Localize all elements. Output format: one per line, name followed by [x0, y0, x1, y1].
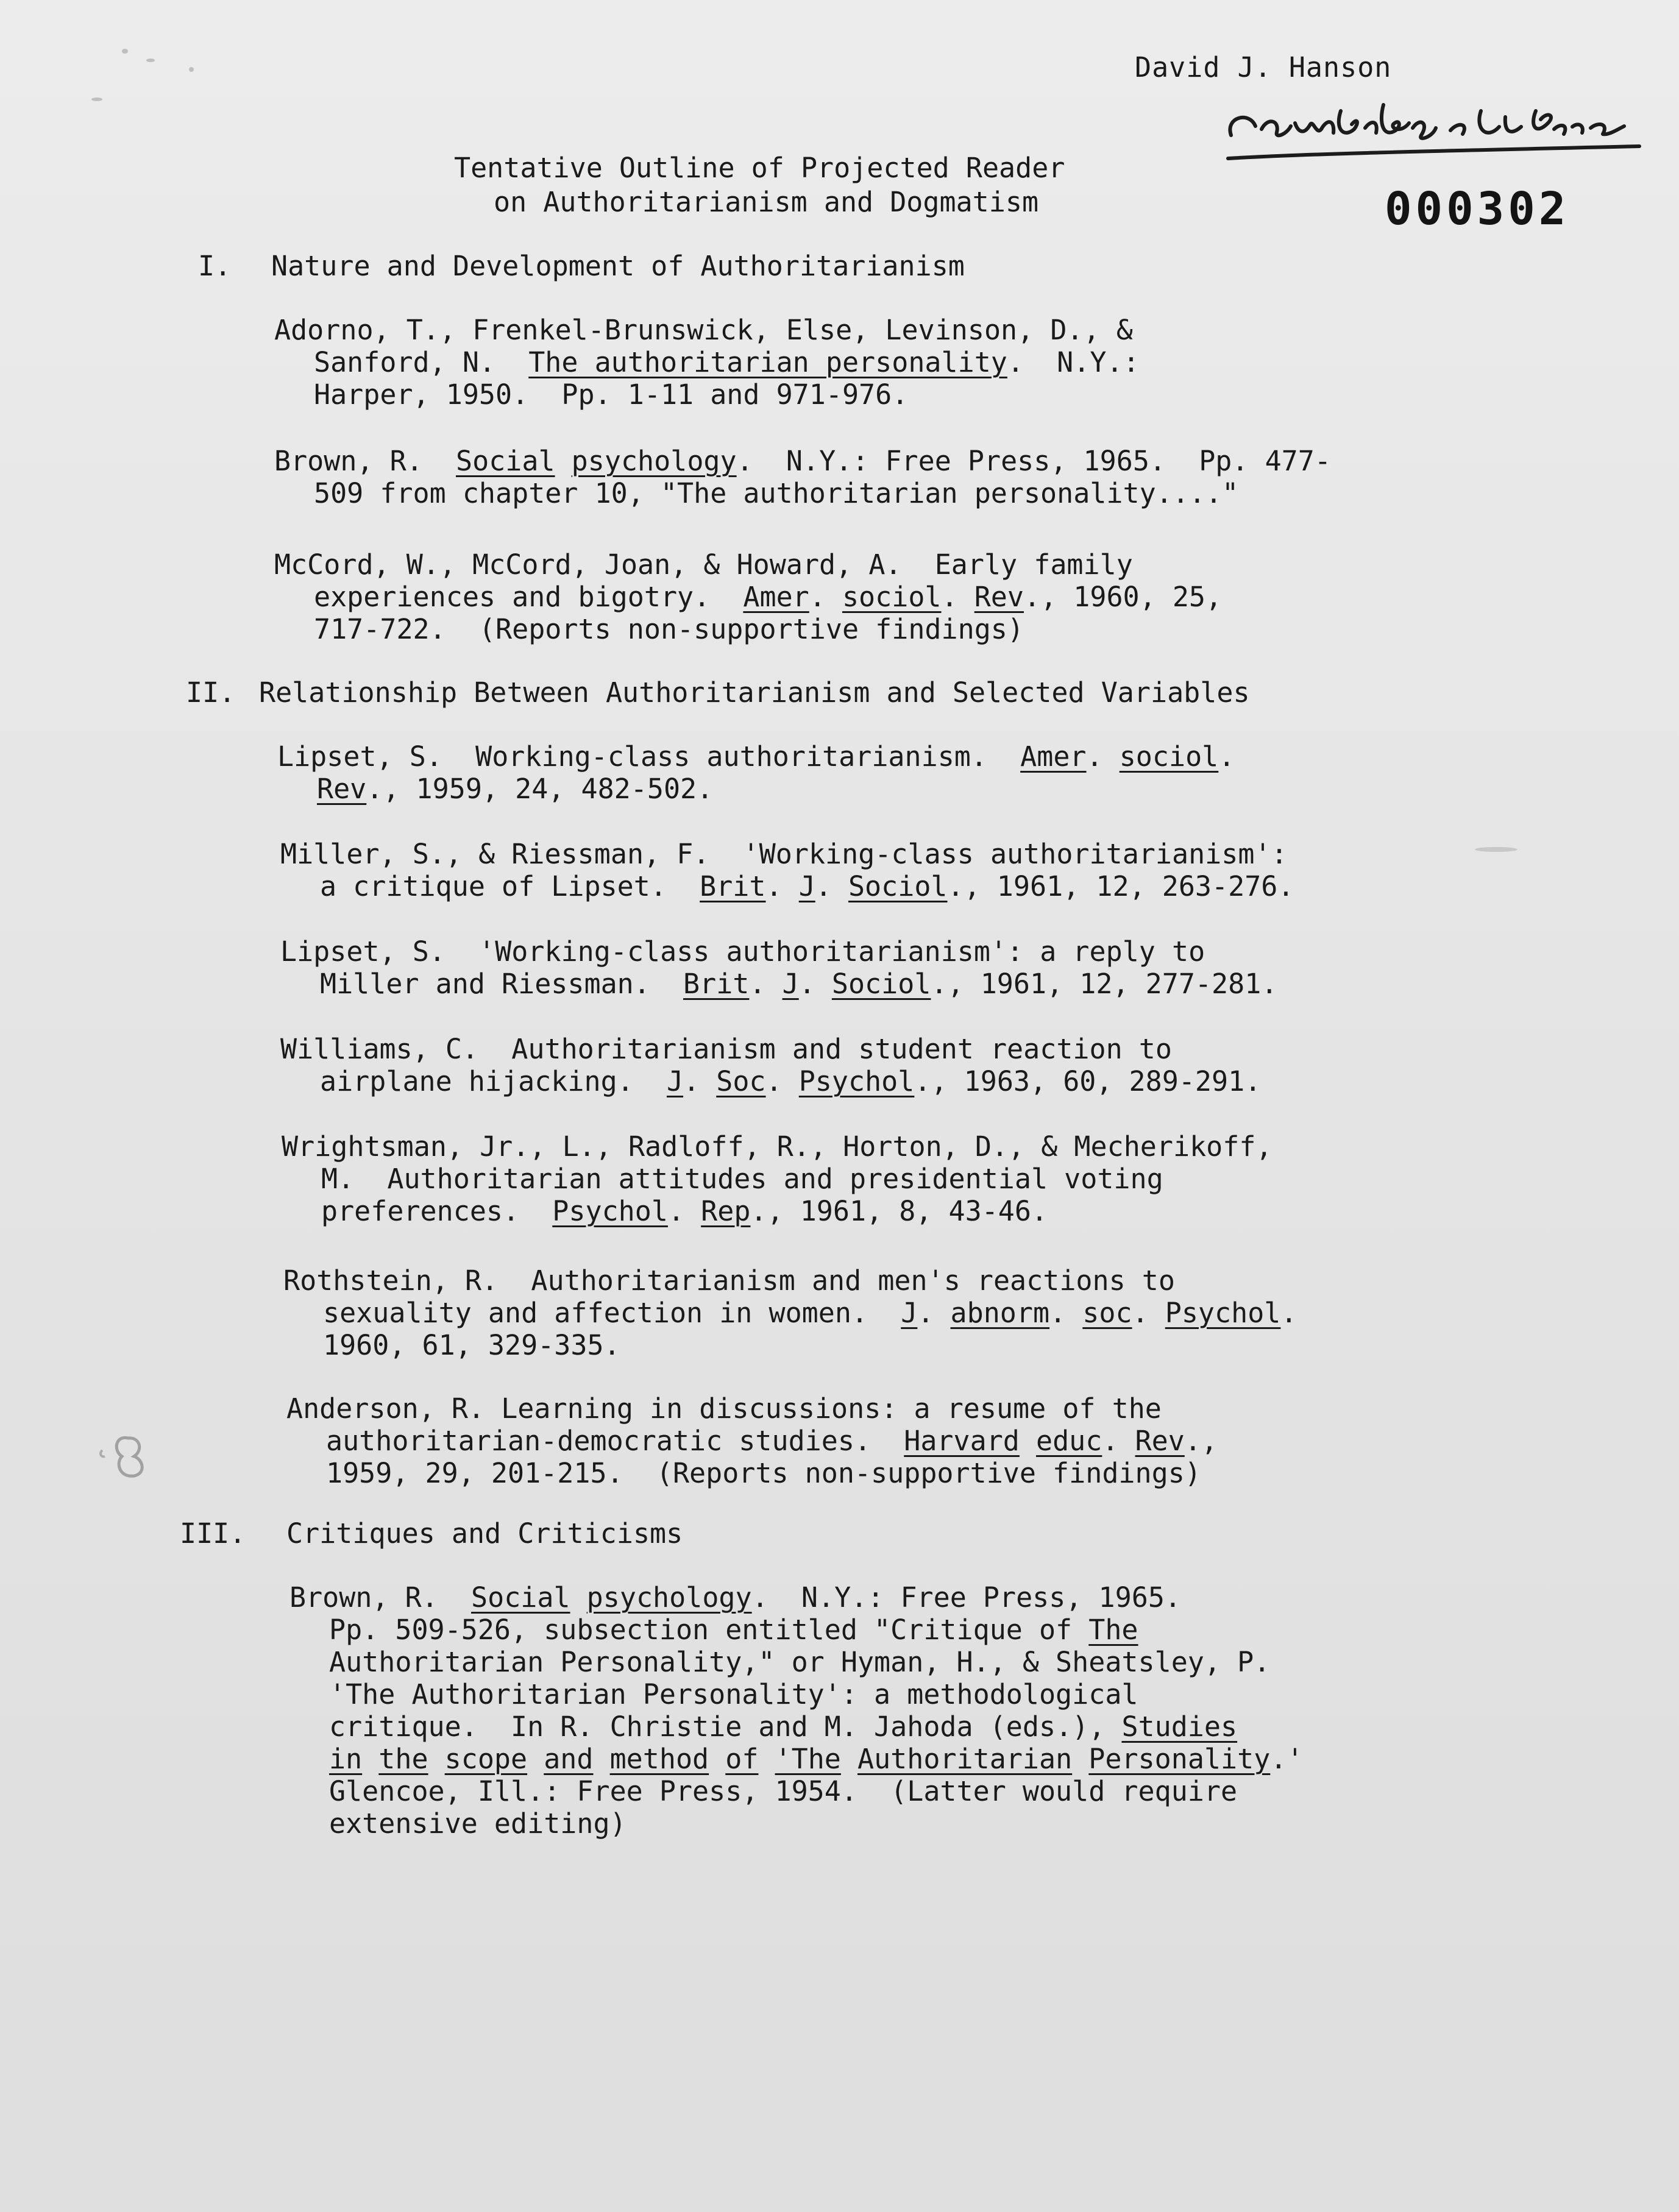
- bibliography-entry: [280, 838, 1294, 902]
- margin-stain: [98, 1426, 165, 1493]
- underlined-title-text: educ: [1035, 1425, 1102, 1457]
- underlined-title-text: psychology: [571, 445, 737, 477]
- underlined-title-text: soc: [1082, 1297, 1132, 1329]
- citation-text: critique. In R. Christie and M. Jahoda (eds.),: [329, 1710, 1122, 1743]
- citation-text: [570, 1581, 587, 1614]
- citation-text: [1072, 1743, 1088, 1775]
- underlined-title-text: Sociol: [848, 870, 948, 902]
- citation-text: 717-722. (Reports non-supportive findings): [314, 613, 1024, 645]
- entry-line: [282, 1195, 1273, 1227]
- entry-line: [289, 1646, 1304, 1678]
- underlined-title-text: Authoritarian: [857, 1743, 1073, 1775]
- entry-line: [283, 1329, 1297, 1361]
- citation-text: ., 1961, 12, 277-281.: [931, 968, 1278, 1000]
- entry-line: [280, 968, 1277, 1000]
- citation-text: .: [1086, 740, 1120, 773]
- bibliography-entry: [280, 935, 1277, 1000]
- title-line: on Authoritarianism and Dogmatism: [494, 186, 1039, 218]
- underlined-title-text: J: [666, 1065, 684, 1097]
- entry-line: [282, 1163, 1273, 1195]
- citation-text: . N.Y.: Free Press, 1965.: [751, 1581, 1182, 1614]
- citation-text: ., 1961, 8, 43-46.: [750, 1195, 1048, 1227]
- underlined-title-text: J: [901, 1297, 918, 1329]
- underlined-title-text: Harvard: [904, 1425, 1020, 1457]
- citation-text: ., 1961, 12, 263-276.: [947, 870, 1294, 902]
- citation-text: Miller and Riessman.: [320, 968, 684, 1000]
- bibliography-entry: [283, 1264, 1297, 1361]
- entry-line: [274, 581, 1222, 613]
- citation-text: [841, 1743, 857, 1775]
- entry-line: [277, 740, 1235, 773]
- citation-text: [594, 1743, 610, 1775]
- citation-text: a critique of Lipset.: [320, 870, 700, 902]
- citation-text: .: [809, 581, 842, 613]
- citation-text: Harper, 1950. Pp. 1-11 and 971-976.: [314, 378, 909, 411]
- citation-text: Brown, R.: [289, 1581, 472, 1614]
- bibliography-entry: [274, 314, 1140, 411]
- section-number: I.: [198, 250, 232, 282]
- entry-line: [280, 1033, 1261, 1065]
- citation-text: [527, 1743, 544, 1775]
- citation-text: 509 from chapter 10, "The authoritarian personality....": [314, 477, 1239, 509]
- bibliography-entry: [274, 445, 1331, 509]
- citation-text: Brown, R.: [274, 445, 456, 477]
- citation-text: Lipset, S. Working-class authoritarianism.: [277, 740, 1021, 773]
- underlined-title-text: of: [725, 1743, 759, 1775]
- entry-line: [274, 378, 1140, 411]
- citation-text: .: [798, 968, 832, 1000]
- citation-text: ., 1963, 60, 289-291.: [914, 1065, 1262, 1097]
- citation-text: .: [1102, 1425, 1135, 1457]
- scan-speck: [189, 67, 194, 72]
- bibliography-entry: [282, 1130, 1273, 1227]
- citation-text: 'The Authoritarian Personality': a methodological: [329, 1678, 1138, 1710]
- entry-line: [280, 935, 1277, 968]
- entry-line: [289, 1710, 1304, 1743]
- citation-text: preferences.: [321, 1195, 553, 1227]
- citation-text: .: [815, 870, 848, 902]
- entry-line: [289, 1743, 1304, 1775]
- entry-line: [289, 1775, 1304, 1807]
- underlined-title-text: Amer: [1020, 740, 1087, 773]
- citation-text: sexuality and affection in women.: [323, 1297, 901, 1329]
- section-title: Relationship Between Authoritarianism and Selected Variables: [259, 676, 1250, 709]
- underlined-title-text: in: [329, 1743, 363, 1775]
- underlined-title-text: scope: [444, 1743, 528, 1775]
- citation-text: Anderson, R. Learning in discussions: a resume of the: [286, 1392, 1162, 1425]
- citation-text: .': [1270, 1743, 1304, 1775]
- underlined-title-text: Psychol: [798, 1065, 915, 1097]
- citation-text: Glencoe, Ill.: Free Press, 1954. (Latter would require: [329, 1775, 1238, 1807]
- scan-speck: [122, 49, 128, 54]
- entry-line: [286, 1392, 1218, 1425]
- section-title: Nature and Development of Authoritarianism: [271, 250, 965, 282]
- underlined-title-text: and: [544, 1743, 594, 1775]
- underlined-title-text: Rev: [1135, 1425, 1185, 1457]
- underlined-title-text: Amer: [743, 581, 809, 613]
- citation-text: .: [1218, 740, 1235, 773]
- citation-text: [709, 1743, 725, 1775]
- underlined-title-text: the: [378, 1743, 428, 1775]
- bibliography-entry: [280, 1033, 1261, 1097]
- author-name: David J. Hanson: [1135, 51, 1392, 83]
- bibliography-entry: [274, 548, 1222, 645]
- citation-text: .: [941, 581, 974, 613]
- underlined-title-text: method: [609, 1743, 709, 1775]
- underlined-title-text: sociol: [842, 581, 942, 613]
- entry-line: [286, 1425, 1218, 1457]
- citation-text: .: [683, 1065, 717, 1097]
- citation-text: Pp. 509-526, subsection entitled "Critique of: [329, 1614, 1089, 1646]
- underlined-title-text: Rev: [317, 773, 367, 805]
- citation-text: McCord, W., McCord, Joan, & Howard, A. Early family: [274, 548, 1133, 581]
- underlined-title-text: The: [1088, 1614, 1138, 1646]
- entry-line: [274, 314, 1140, 346]
- citation-text: Rothstein, R. Authoritarianism and men's reactions to: [283, 1264, 1175, 1297]
- citation-text: .: [667, 1195, 701, 1227]
- entry-line: [282, 1130, 1273, 1163]
- section-title: Critiques and Criticisms: [286, 1517, 683, 1550]
- entry-line: [280, 1065, 1261, 1097]
- citation-text: .: [917, 1297, 951, 1329]
- citation-text: .: [1280, 1297, 1297, 1329]
- citation-text: ., 1960, 25,: [1024, 581, 1223, 613]
- bibliography-entry: [289, 1581, 1304, 1840]
- underlined-title-text: Psychol: [1165, 1297, 1281, 1329]
- underlined-title-text: Social: [456, 445, 555, 477]
- citation-text: .: [765, 1065, 799, 1097]
- bibliography-entry: [277, 740, 1235, 805]
- section-heading: [186, 676, 1250, 709]
- entry-line: [289, 1807, 1304, 1840]
- citation-text: [362, 1743, 378, 1775]
- citation-text: Wrightsman, Jr., L., Radloff, R., Horton, D., & Mecherikoff,: [282, 1130, 1273, 1163]
- citation-text: 1960, 61, 329-335.: [323, 1329, 620, 1361]
- citation-text: Authoritarian Personality," or Hyman, H., & Sheatsley, P.: [329, 1646, 1271, 1678]
- entry-line: [283, 1297, 1297, 1329]
- entry-line: [274, 346, 1140, 378]
- citation-text: Lipset, S. 'Working-class authoritarianism': a reply to: [280, 935, 1205, 968]
- underlined-title-text: Brit: [700, 870, 766, 902]
- citation-text: Williams, C. Authoritarianism and student reaction to: [280, 1033, 1172, 1065]
- entry-line: [289, 1581, 1304, 1614]
- entry-line: [274, 477, 1331, 509]
- citation-text: M. Authoritarian attitudes and presidential voting: [321, 1163, 1163, 1195]
- entry-line: [274, 548, 1222, 581]
- citation-text: [1020, 1425, 1036, 1457]
- underlined-title-text: Social: [471, 1581, 570, 1614]
- underlined-title-text: abnorm: [950, 1297, 1050, 1329]
- section-number: III.: [180, 1517, 246, 1550]
- entry-line: [280, 838, 1294, 870]
- underlined-title-text: J: [782, 968, 799, 1000]
- underlined-title-text: sociol: [1119, 740, 1219, 773]
- citation-text: Adorno, T., Frenkel-Brunswick, Else, Levinson, D., &: [274, 314, 1133, 346]
- entry-line: [274, 613, 1222, 645]
- document-title: [454, 151, 1185, 219]
- citation-text: .: [765, 870, 799, 902]
- document-number-stamp: 000302: [1385, 183, 1570, 235]
- title-line: Tentative Outline of Projected Reader: [454, 152, 1065, 184]
- entry-line: [286, 1457, 1218, 1489]
- underlined-title-text: J: [798, 870, 815, 902]
- citation-text: . N.Y.: Free Press, 1965. Pp. 477-: [736, 445, 1331, 477]
- citation-text: Miller, S., & Riessman, F. 'Working-class authoritarianism':: [280, 838, 1288, 870]
- underlined-title-text: Studies: [1121, 1710, 1238, 1743]
- citation-text: [555, 445, 572, 477]
- entry-line: [277, 773, 1235, 805]
- underlined-title-text: Rep: [701, 1195, 751, 1227]
- underlined-title-text: Rev: [974, 581, 1024, 613]
- citation-text: .: [749, 968, 783, 1000]
- citation-text: . N.Y.:: [1007, 346, 1140, 378]
- citation-text: experiences and bigotry.: [314, 581, 744, 613]
- entry-line: [283, 1264, 1297, 1297]
- underlined-title-text: Soc: [716, 1065, 766, 1097]
- citation-text: [428, 1743, 445, 1775]
- citation-text: authoritarian-democratic studies.: [326, 1425, 904, 1457]
- underlined-title-text: 'The: [775, 1743, 841, 1775]
- entry-line: [289, 1678, 1304, 1710]
- bibliography-entry: [286, 1392, 1218, 1489]
- section-heading: [180, 1517, 683, 1550]
- underlined-title-text: The authoritarian personality: [528, 346, 1007, 378]
- underlined-title-text: Personality: [1088, 1743, 1271, 1775]
- citation-text: .: [1049, 1297, 1083, 1329]
- citation-text: Sanford, N.: [314, 346, 529, 378]
- entry-line: [274, 445, 1331, 477]
- section-number: II.: [186, 676, 236, 709]
- handwritten-annotation: [1219, 93, 1645, 172]
- underlined-title-text: Psychol: [552, 1195, 668, 1227]
- citation-text: .,: [1184, 1425, 1218, 1457]
- underlined-title-text: Sociol: [831, 968, 931, 1000]
- scan-speck: [146, 58, 155, 62]
- section-heading: [198, 250, 965, 282]
- citation-text: airplane hijacking.: [320, 1065, 667, 1097]
- entry-line: [280, 870, 1294, 902]
- entry-line: [289, 1614, 1304, 1646]
- underlined-title-text: Brit: [683, 968, 750, 1000]
- underlined-title-text: psychology: [586, 1581, 752, 1614]
- scan-speck: [1475, 847, 1517, 852]
- citation-text: 1959, 29, 201-215. (Reports non-supportive findings): [326, 1457, 1201, 1489]
- scan-speck: [91, 97, 102, 101]
- citation-text: extensive editing): [329, 1807, 627, 1840]
- citation-text: [758, 1743, 775, 1775]
- citation-text: ., 1959, 24, 482-502.: [366, 773, 714, 805]
- citation-text: .: [1132, 1297, 1165, 1329]
